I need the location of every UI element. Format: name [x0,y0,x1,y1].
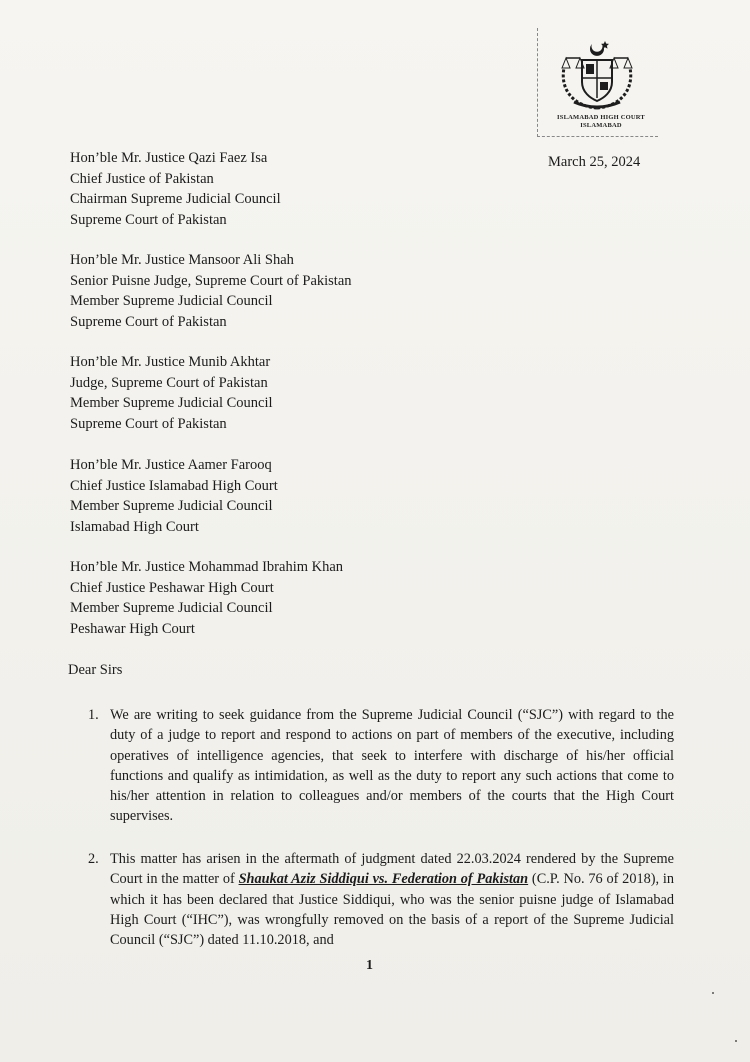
court-seal-emblem [552,38,642,114]
addressee-block [70,250,352,332]
paragraph-2 [88,849,674,950]
page-number: 1 [366,958,373,973]
addressee-line: Member Supreme Judicial Council [70,395,273,411]
seal-caption-line-1: ISLAMABAD HIGH COURT [557,114,645,121]
addressee-line: Chairman Supreme Judicial Council [70,191,281,207]
addressee-line: Member Supreme Judicial Council [70,600,273,616]
addressee-line: Supreme Court of Pakistan [70,211,227,228]
addressee-block [70,455,278,537]
addressee-line: Member Supreme Judicial Council [70,293,273,309]
seal-caption-line-2: ISLAMABAD [580,122,622,129]
addressee-line: Supreme Court of Pakistan [70,415,227,432]
addressee-line: Supreme Court of Pakistan [70,313,227,330]
paragraph-text-after: (C.P. No. 76 of 2018), in which it has been declared that Justice Siddiqui, who was the senior puisne judge of Islamabad High Court (“IHC”), was wrongfully removed on the basis of a report of the Supreme Judicial Council (“SJC”) dated 11.10.2018, and [110,871,675,949]
addressee-line: Hon’ble Mr. Justice Aamer Farooq [70,457,272,473]
addressee-line: Hon’ble Mr. Justice Qazi Faez Isa [70,150,268,166]
paragraph-text [110,849,674,950]
paragraph-number: 2. [88,851,99,867]
addressee-line: Chief Justice of Pakistan [70,170,214,187]
salutation: Dear Sirs [68,662,123,678]
paragraph-text: We are writing to seek guidance from the Supreme Judicial Council (“SJC”) with regard to the duty of a judge to report and respond to actions on part of members of the executive, including operatives of intelligence agencies, that seek to interfere with discharge of his/her official functions and qualify as intimidation, as well as the duty to report any such actions that come to his/her attention in relation to colleagues and/or members of the courts that the High Court supervises. [110,707,674,825]
addressee-line: Hon’ble Mr. Justice Munib Akhtar [70,354,271,370]
paragraph-text-before: This matter has arisen in the aftermath of judgment dated 22.03.2024 rendered by the Supreme Court in the matter of [110,851,674,888]
paragraph-number: 1. [88,707,99,723]
addressee-line: Senior Puisne Judge, Supreme Court of Pakistan [70,272,352,289]
paragraph-1 [88,705,674,827]
addressee-line: Judge, Supreme Court of Pakistan [70,374,268,391]
case-title: Shaukat Aziz Siddiqui vs. Federation of Pakistan [238,871,529,888]
addressee-block [70,352,273,434]
letter-date: March 25, 2024 [548,154,641,170]
addressee-line: Hon’ble Mr. Justice Mohammad Ibrahim Khan [70,559,344,575]
addressee-line: Chief Justice Islamabad High Court [70,477,278,494]
addressee-line: Hon’ble Mr. Justice Mansoor Ali Shah [70,252,294,268]
addressee-line: Chief Justice Peshawar High Court [70,579,274,596]
addressee-line: Member Supreme Judicial Council [70,498,273,514]
addressee-block [70,148,281,230]
seal-caption [543,114,659,130]
addressee-line: Islamabad High Court [70,518,199,535]
scan-speck [712,992,714,994]
addressee-block [70,557,343,639]
addressee-line: Peshawar High Court [70,620,195,637]
scan-speck [735,1040,737,1042]
